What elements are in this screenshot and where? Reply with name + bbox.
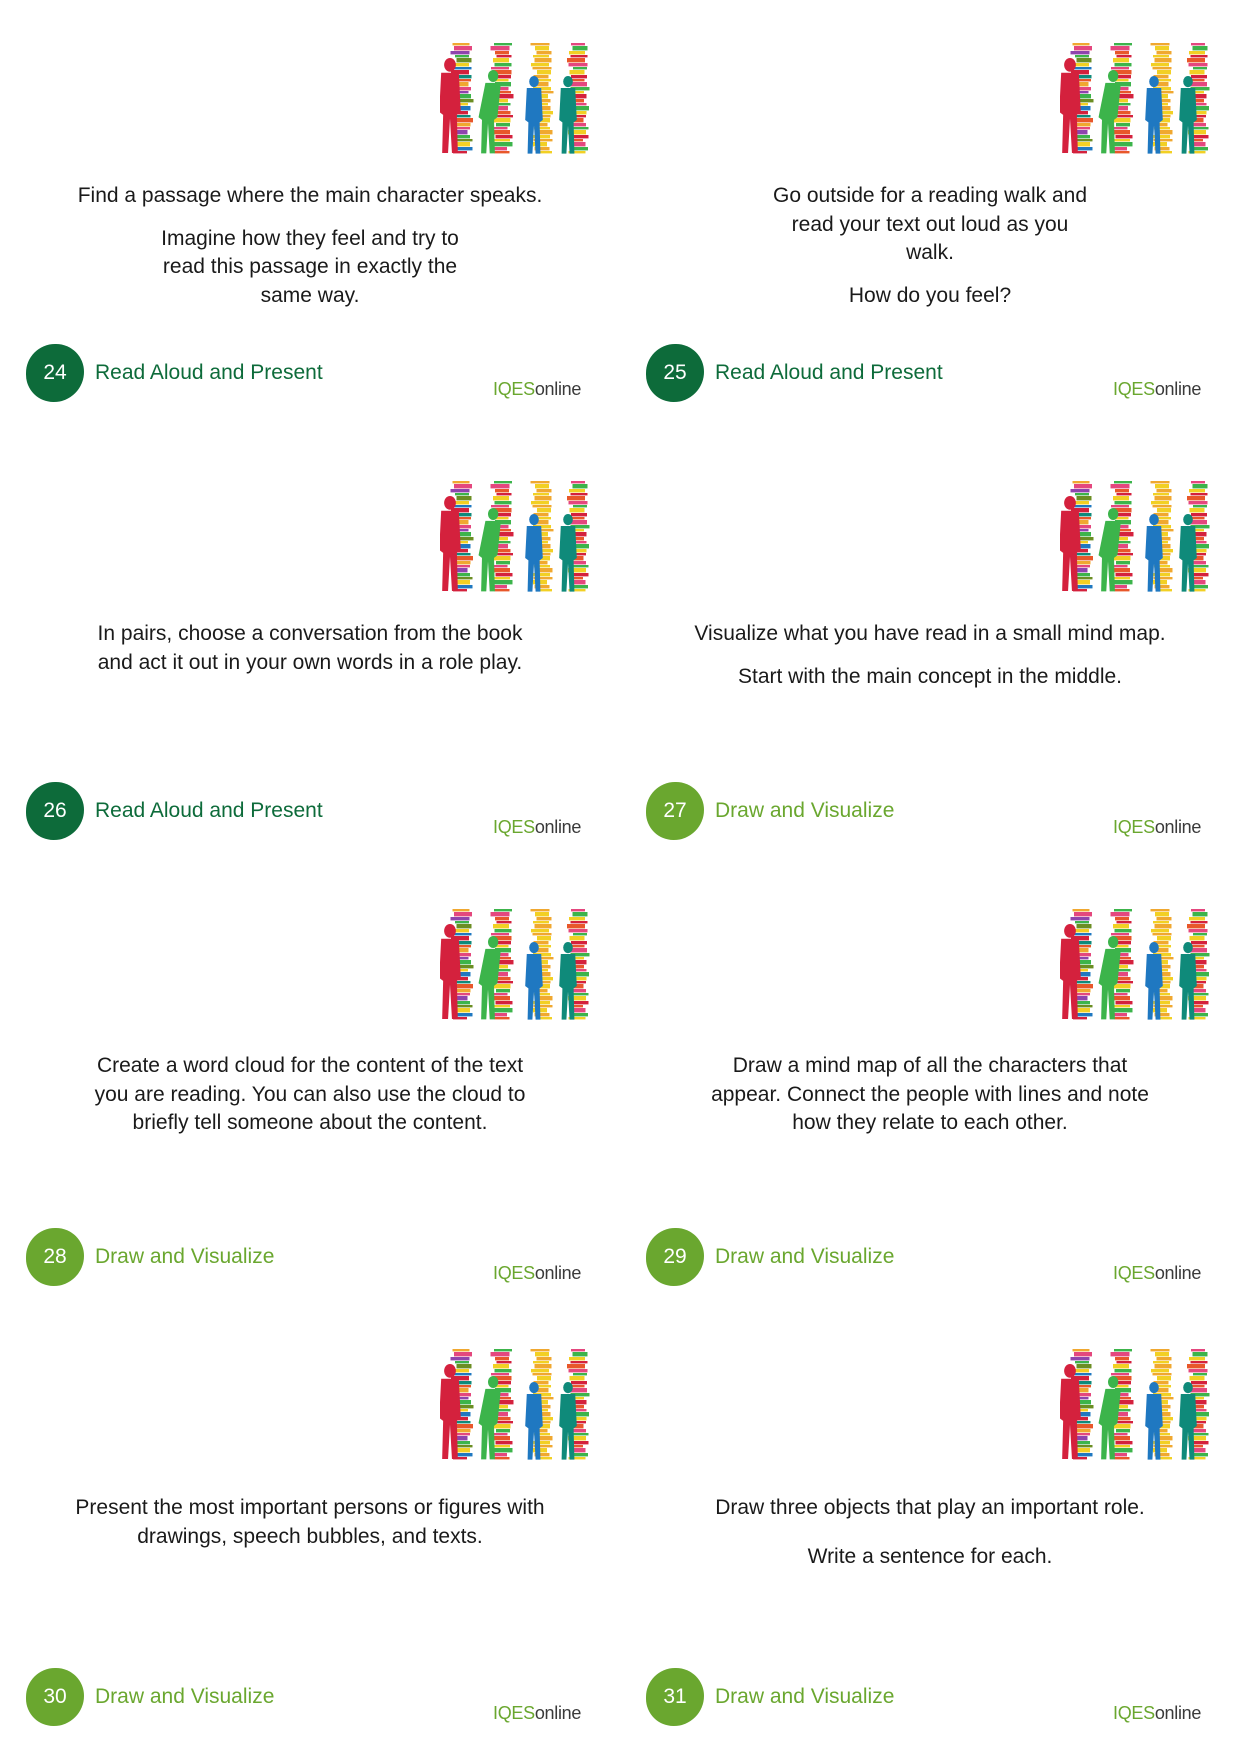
card-number-badge: 24: [26, 344, 84, 402]
iqes-logo: IQESonline: [493, 817, 582, 837]
card-30: [0, 1316, 620, 1754]
iqes-logo: IQESonline: [1113, 1703, 1202, 1723]
card-instructions: [30, 1052, 590, 1152]
card-29: [620, 876, 1240, 1314]
card-26: [0, 438, 620, 876]
instruction-paragraph: How do you feel?: [848, 283, 1012, 307]
readers-illustration: [1060, 478, 1220, 598]
instruction-paragraph: Present the most important persons or figures with drawings, speech bubbles, and texts.: [75, 1496, 545, 1548]
card-instructions: [650, 182, 1210, 324]
card-number-badge: 31: [646, 1668, 704, 1726]
readers-illustration: [440, 906, 600, 1026]
instruction-paragraph: Find a passage where the main character speaks.: [77, 184, 543, 207]
category-label: Draw and Visualize: [715, 799, 895, 822]
instruction-paragraph: Go outside for a reading walk and read your text out loud as you walk.: [772, 184, 1088, 264]
card-number-badge: 25: [646, 344, 704, 402]
iqes-logo: IQESonline: [493, 379, 582, 399]
card-instructions: [650, 1494, 1210, 1585]
instruction-paragraph: In pairs, choose a conversation from the book and act it out in your own words in a role play.: [97, 622, 523, 674]
category-label: Read Aloud and Present: [715, 361, 943, 384]
card-24: [0, 0, 620, 438]
card-number-badge: 29: [646, 1228, 704, 1286]
category-label: Draw and Visualize: [715, 1685, 895, 1708]
card-27: [620, 438, 1240, 876]
card-28: [0, 876, 620, 1314]
instruction-paragraph: Write a sentence for each.: [807, 1544, 1053, 1568]
card-instructions: [650, 620, 1210, 705]
card-instructions: [40, 182, 580, 324]
category-label: Draw and Visualize: [95, 1245, 275, 1268]
readers-illustration: [440, 40, 600, 160]
readers-illustration: [1060, 906, 1220, 1026]
category-label: Draw and Visualize: [95, 1685, 275, 1708]
iqes-logo: IQESonline: [493, 1263, 582, 1283]
iqes-logo: IQESonline: [1113, 817, 1202, 837]
readers-illustration: [1060, 1346, 1220, 1466]
card-instructions: [30, 1494, 590, 1565]
card-number-badge: 26: [26, 782, 84, 840]
iqes-logo: IQESonline: [1113, 379, 1202, 399]
category-label: Read Aloud and Present: [95, 799, 323, 822]
instruction-paragraph: Draw a mind map of all the characters that appear. Connect the people with lines and note how they relate to each other.: [711, 1054, 1149, 1134]
readers-illustration: [1060, 40, 1220, 160]
iqes-logo: IQESonline: [493, 1703, 582, 1723]
card-number-badge: 27: [646, 782, 704, 840]
card-instructions: [650, 1052, 1210, 1152]
instruction-paragraph: Draw three objects that play an important role.: [715, 1496, 1145, 1519]
category-label: Read Aloud and Present: [95, 361, 323, 384]
instruction-paragraph: Create a word cloud for the content of the text you are reading. You can also use the cloud to briefly tell someone about the content.: [94, 1054, 526, 1134]
instruction-paragraph: Visualize what you have read in a small mind map.: [694, 622, 1166, 645]
readers-illustration: [440, 1346, 600, 1466]
card-instructions: [30, 620, 590, 691]
iqes-logo: IQESonline: [1113, 1263, 1202, 1283]
readers-illustration: [440, 478, 600, 598]
category-label: Draw and Visualize: [715, 1245, 895, 1268]
card-25: [620, 0, 1240, 438]
instruction-paragraph: Imagine how they feel and try to read this passage in exactly the same way.: [161, 226, 459, 307]
card-31: [620, 1316, 1240, 1754]
card-number-badge: 28: [26, 1228, 84, 1286]
instruction-paragraph: Start with the main concept in the middle.: [737, 664, 1123, 688]
card-number-badge: 30: [26, 1668, 84, 1726]
